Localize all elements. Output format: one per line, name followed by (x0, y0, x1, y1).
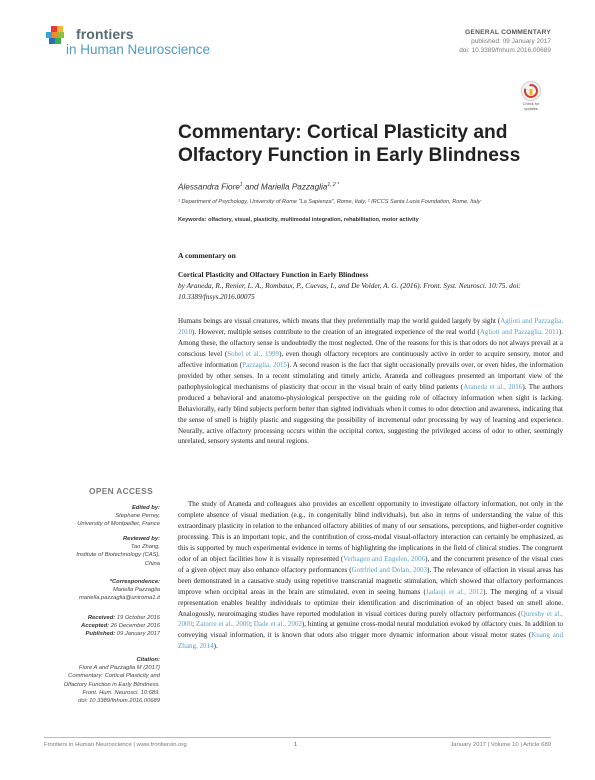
citation-link[interactable]: Zatorre et al., 2000 (195, 620, 250, 629)
body-text: ). However, multiple senses contribute to the creation of an integrated experience of the real world ( (192, 327, 480, 336)
citation-doi[interactable]: doi: 10.3389/fnhum.2016.00689 (78, 698, 160, 705)
citation-link[interactable]: Jadauji et al., 2012 (425, 587, 484, 596)
article-type: GENERAL COMMENTARY (465, 29, 551, 36)
page-number: 1 (294, 742, 298, 748)
keywords-label: Keywords: (178, 217, 207, 223)
reviewer-affiliation-country: China (144, 560, 160, 567)
reviewed-by-block (76, 535, 160, 568)
reviewer-affiliation: Institute of Biotechnology (CAS), (76, 552, 160, 559)
correspondence-block (79, 578, 160, 603)
keywords-list: olfactory, visual, plasticity, multimodal integration, rehabilitation, motor activity (206, 217, 419, 223)
received-row (81, 614, 160, 622)
author-affiliation-marker: 1, 2 * (327, 182, 340, 188)
author-name[interactable]: Alessandra Fiore (178, 182, 240, 192)
body-text: Humans beings are visual creatures, which means that they preferentially map the world guided largely by sight ( (178, 317, 501, 325)
journal-brand-name: frontiers (76, 26, 134, 42)
body-paragraph-1 (178, 316, 563, 447)
dates-block (81, 614, 160, 639)
article-title: Commentary: Cortical Plasticity and Olfactory Function in Early Blindness (178, 122, 521, 166)
doi-link[interactable]: doi: 10.3389/fnhum.2016.00689 (459, 47, 551, 54)
author-list (178, 182, 339, 192)
reviewer-name[interactable]: Tao Zhang, (130, 544, 160, 551)
received-label: Received: (87, 615, 116, 621)
editor-name[interactable]: Stephane Perrey, (115, 513, 160, 520)
author-conjunction: and (242, 182, 261, 192)
commented-article-title[interactable]: Cortical Plasticity and Olfactory Function in Early Blindness (178, 270, 369, 279)
citation-link[interactable]: Qureshy et al., 2000 (178, 609, 563, 629)
body-text: ), even though olfactory receptors are continuously active in order to acquire sensory, motor and affective information ( (178, 349, 563, 369)
body-text: ). A second reason is the fact that sight occasionally prevails over, or even hides, the information provided by other senses. In a recent stimulating and timely article, Araneda and colleagues presented an important view of the pathophysiological mechanisms of plasticity that occur in the visual brain of early blind patients ( (178, 360, 563, 391)
citation-line: Commentary: Cortical Plasticity and (68, 673, 160, 680)
author-name[interactable]: Mariella Pazzaglia (260, 182, 328, 192)
open-access-label: OPEN ACCESS (89, 486, 153, 496)
footer-divider (44, 737, 551, 738)
citation-link[interactable]: Gottfried and Dolan, 2003 (351, 565, 428, 574)
citation-block (64, 656, 160, 705)
commentary-on-label: A commentary on (178, 251, 236, 260)
citation-line: Fiore A and Pazzaglia M (2017) (78, 665, 160, 672)
keywords (178, 217, 568, 223)
body-text: ). The merging of a visual representation enables healthy individuals to optimize their identification and discrimination of an object based on smell alone. Analogously, neuroimaging studies have reported modulation in visual cortices during purely olfactory performances ( (178, 587, 563, 618)
citation-line: Front. Hum. Neurosci. 10:689. (82, 689, 160, 696)
citation-link[interactable]: Verhagen and Engelen, 2006 (343, 554, 426, 563)
body-text: ), hinting at genuine cross-modal neural modulation evoked by olfactory cues. In addition to conveying visual information, it is known that odors also trigger more dynamic information about visual motor states ( (178, 620, 563, 640)
journal-brand-subtitle: in Human Neuroscience (66, 42, 211, 57)
author-affiliation-marker: 1 (239, 182, 243, 188)
check-updates-icon (520, 80, 542, 102)
published-label: Published: (85, 631, 116, 638)
footer-issue-info: January 2017 | Volume 10 | Article 689 (450, 742, 551, 748)
footer-journal[interactable]: Frontiers in Human Neuroscience | www.frontiersin.org (44, 742, 187, 748)
editor-affiliation: University of Montpellier, France (77, 521, 160, 528)
body-text: ). The authors produced a behavioral and anatomo-physiological perspective on the guiding role of olfactory information when sight is lacking. Behaviorally, early blind subjects perform better than sighted individuals when it comes to odor detection and awareness, indicating that the sense of smell is highly plastic and suggesting the possibility of incremental odor processing by way of learning and experience. Neurally, active olfactory processing occurs within the occipital cortex, suggesting the privileged access of odor to other, seemingly unrelated, sensory systems and neural regions. (178, 382, 563, 446)
body-text: ; (192, 620, 196, 629)
citation-label: Citation: (136, 657, 160, 663)
citation-link[interactable]: Dade et al., 2002 (253, 620, 302, 629)
edited-by-label: Edited by: (131, 505, 160, 511)
accepted-row (81, 622, 160, 630)
body-text: ). The relevance of olfaction in visual areas has been demonstrated in a causative study using repetitive transcranial magnetic stimulation, which showed that olfactory performances improve when occipital areas in the brain are stimulated, even in seeing humans ( (178, 565, 563, 596)
body-text: ), and the concurrent presence of the visual cues of a given object may also enhance olfactory performances ( (178, 554, 563, 574)
citation-link[interactable]: Pazzaglia, 2015 (242, 360, 288, 369)
citation-line: Olfactory Function in Early Blindness. (63, 681, 160, 688)
published-row (81, 630, 160, 638)
published-date-side: 09 January 2017 (115, 631, 160, 638)
edited-by-block (77, 504, 160, 529)
citation-link[interactable]: Aglioti and Pazzaglia, 2010 (178, 317, 563, 336)
check-updates-label: Check for updates (522, 102, 540, 111)
citation-link[interactable]: Aglioti and Pazzaglia, 2011 (479, 327, 559, 336)
body-text: ). (213, 642, 218, 651)
published-date: published: 09 January 2017 (471, 38, 551, 45)
commented-article-citation: by Araneda, R., Renier, L. A., Rombaux, P., Cuevas, I., and De Volder, A. G. (2016). Front. Syst. Neurosci. 10:75. doi: 10.3389/fnsys.2016.00075 (178, 281, 521, 301)
body-text: The study of Araneda and colleagues also provides an excellent opportunity to investigate olfactory information, not only in the complete absence of visual mediation (e.g., in congenitally blind individuals), but also in terms of understanding the value of this extraordinary plasticity in relation to the enhanced olfactory abilities of many of our sensations, perceptions, and higher-order cognitive processing. This is an important topic, and the contribution of cross-modal visual-olfactory interaction can certainly be emphasized, as this is supported by much experimental evidence in terms of highlighting the implications in the field of clinical studies. The congruent odor of an object facilities how it is visually represented ( (178, 500, 563, 563)
check-for-updates-badge[interactable] (520, 80, 542, 110)
received-date: 19 October 2016 (115, 615, 160, 621)
correspondence-email[interactable]: mariella.pazzaglia@uniroma1.it (79, 595, 160, 602)
body-text: ). Among these, the olfactory sense is undoubtedly the most neglected. One of the reasons for this is that odors do not always prevail at a conscious level ( (178, 327, 563, 358)
correspondence-name: Mariella Pazzaglia (112, 587, 160, 594)
affiliations: ¹ Department of Psychology, University of Rome "La Sapienza", Rome, Italy, ² IRCCS Santa Lucia Foundation, Rome, Italy (178, 199, 481, 205)
correspondence-label: *Correspondence: (109, 579, 160, 585)
body-paragraph-2 (178, 499, 563, 652)
citation-link[interactable]: Kuang and Zhang, 2014 (178, 631, 563, 651)
citation-link[interactable]: Sobel et al., 1999 (227, 349, 280, 358)
citation-link[interactable]: Araneda et al., 2016 (463, 382, 523, 391)
accepted-date: 26 December 2016 (109, 623, 160, 630)
article-meta-header (459, 28, 551, 55)
accepted-label: Accepted: (81, 623, 110, 630)
reviewed-by-label: Reviewed by: (122, 536, 160, 542)
body-text: ; (249, 620, 254, 629)
